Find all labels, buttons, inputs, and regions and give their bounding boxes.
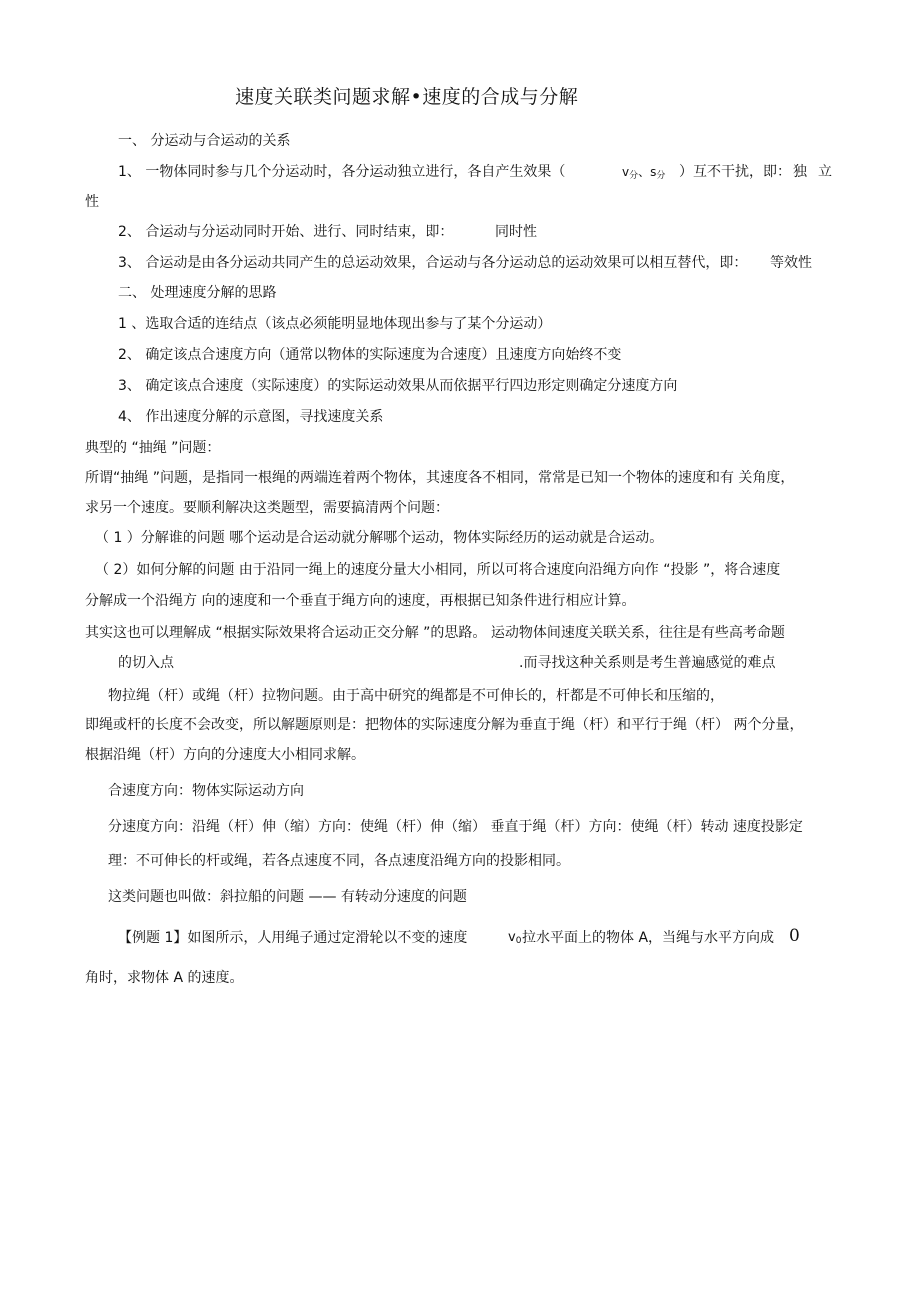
sec1-item-3-value: 等效性: [770, 255, 812, 271]
symbol-v-subscript: 分: [629, 171, 639, 181]
symbol-s-subscript: 分: [656, 171, 666, 181]
sec1-item-1-li: 立: [818, 164, 832, 180]
sec1-item-1-line-2: 性: [85, 194, 99, 210]
rope-para-4-line-1: 物拉绳（杆）或绳（杆）拉物问题。由于高中研究的绳都是不可伸长的，杆都是不可伸长和压缩的，: [108, 688, 724, 704]
rope-para-6-line-1: 分速度方向：沿绳（杆）伸（缩）方向：使绳（杆）伸（缩） 垂直于绳（杆）方向：使绳（杆）转动 速度投影定: [108, 819, 803, 835]
rope-para-7: 这类问题也叫做：斜拉船的问题 —— 有转动分速度的问题: [108, 889, 467, 905]
rope-para-4-line-3: 根据沿绳（杆）方向的分速度大小相同求解。: [85, 747, 365, 763]
sec1-item-1-du: 独: [793, 164, 807, 180]
sec1-item-1-text: 1、 一物体同时参与几个分运动时，各分运动独立进行，各自产生效果（: [118, 164, 566, 180]
rope-para-5: 合速度方向：物体实际运动方向: [108, 783, 304, 799]
sec1-item-2-text: 2、 合运动与分运动同时开始、进行、同时结束，即：: [118, 224, 454, 240]
rope-para-3-line-2a: 的切入点: [118, 655, 174, 671]
rope-para-3-line-1: 其实这也可以理解成 “根据实际效果将合运动正交分解 ”的思路。 运动物体间速度关联关系，往往是有些高考命题: [85, 625, 785, 641]
rope-question-2-line-2: 分解成一个沿绳方 向的速度和一个垂直于绳方向的速度，再根据已知条件进行相应计算。: [85, 593, 636, 609]
rope-para-1-line-2: 求另一个速度。要顺利解决这类题型，需要搞清两个问题：: [85, 500, 449, 516]
example-text-a: 如图所示，人用绳子通过定滑轮以不变的速度: [187, 930, 468, 946]
example-line-1: [118, 928, 467, 948]
sec2-step-4: 4、 作出速度分解的示意图，寻找速度关系: [118, 409, 384, 425]
sec1-item-3-text: 3、 合运动是由各分运动共同产生的总运动效果，合运动与各分运动总的运动效果可以相互替代，即：: [118, 255, 748, 271]
section-2-heading: 二、 处理速度分解的思路: [118, 285, 277, 301]
rope-question-1: （ 1 ）分解谁的问题 哪个运动是合运动就分解哪个运动，物体实际经历的运动就是合运动。: [95, 530, 664, 546]
rope-para-1-line-1: 所谓“抽绳 ”问题，是指同一根绳的两端连着两个物体，其速度各不相同，常常是已知一个物体的速度和有 关角度，: [85, 470, 795, 486]
rope-para-6-line-2: 理：不可伸长的杆或绳，若各点速度不同，各点速度沿绳方向的投影相同。: [108, 853, 570, 869]
section-1-heading: 一、 分运动与合运动的关系: [118, 133, 291, 149]
symbol-separator: 、s: [638, 165, 657, 179]
sec1-item-1-symbols: [622, 162, 665, 186]
example-theta: 0: [789, 926, 800, 946]
sec1-item-1-line-1: [118, 162, 565, 182]
rope-para-3-line-2b: .而寻找这种关系则是考生普遍感觉的难点: [519, 655, 776, 671]
page-title: 速度关联类问题求解•速度的合成与分解: [235, 86, 579, 108]
symbol-v: v: [622, 165, 630, 179]
symbol-v0: v: [508, 930, 516, 945]
example-velocity: [508, 928, 521, 951]
example-line-2: 角时，求物体 A 的速度。: [85, 970, 244, 986]
example-text-b: 拉水平面上的物体 A，当绳与水平方向成: [522, 930, 775, 946]
sec2-step-2: 2、 确定该点合速度方向（通常以物体的实际速度为合速度）且速度方向始终不变: [118, 347, 622, 363]
sec1-item-2-value: 同时性: [495, 224, 537, 240]
rope-question-2-line-1: （ 2）如何分解的问题 由于沿同一绳上的速度分量大小相同，所以可将合速度向沿绳方向作 “投影 ”，将合速度: [95, 562, 781, 578]
rope-heading: 典型的 “抽绳 ”问题：: [85, 440, 221, 456]
symbol-v0-subscript: 0: [515, 936, 522, 946]
sec1-item-1-end: ）互不干扰，即：: [679, 164, 791, 180]
example-label: 【例题 1】: [118, 930, 188, 946]
rope-para-4-line-2: 即绳或杆的长度不会改变，所以解题原则是：把物体的实际速度分解为垂直于绳（杆）和平行于绳（杆） 两个分量，: [85, 717, 804, 733]
sec2-step-1: 1 、选取合适的连结点（该点必须能明显地体现出参与了某个分运动）: [118, 316, 552, 332]
sec2-step-3: 3、 确定该点合速度（实际速度）的实际运动效果从而依据平行四边形定则确定分速度方向: [118, 378, 678, 394]
